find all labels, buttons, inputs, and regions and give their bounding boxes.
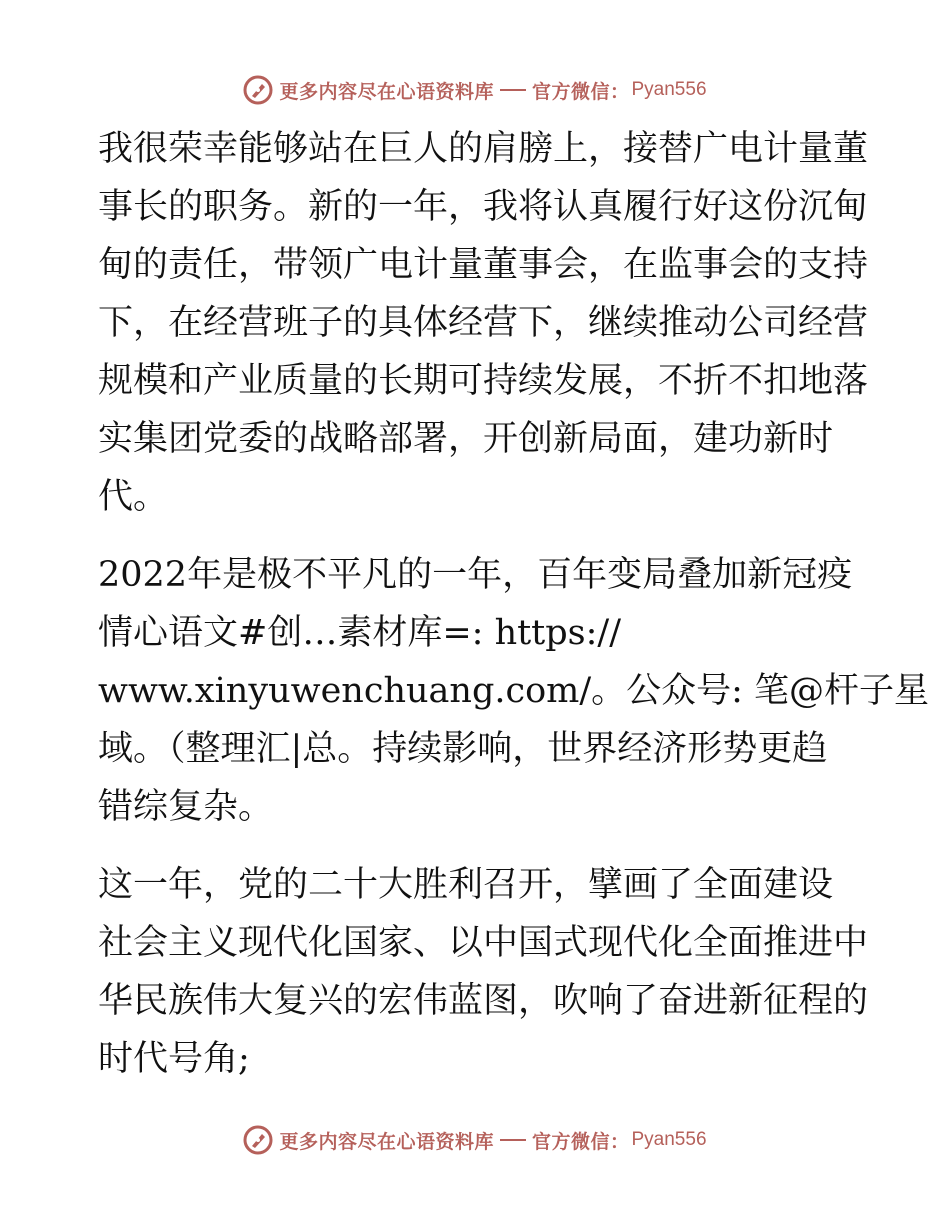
text-line: 事长的职务。新的一年，我将认真履行好这份沉甸: [98, 187, 869, 227]
paragraph-gap: [98, 526, 858, 546]
banner-dash: [500, 1139, 526, 1141]
text-line: 这一年，党的二十大胜利召开，擘画了全面建设: [98, 865, 834, 905]
pen-logo-icon: [243, 75, 273, 105]
banner-title: 更多内容尽在心语资料库: [279, 1130, 494, 1153]
text-line: 实集团党委的战略部署，开创新局面，建功新时: [98, 419, 834, 459]
banner-wechat-id: Pyan556: [631, 1129, 707, 1150]
text-line: 2022年是极不平凡的一年，百年变局叠加新冠疫: [98, 555, 853, 595]
text-line: 社会主义现代化国家、以中国式现代化全面推进中: [98, 923, 869, 963]
banner-title: 更多内容尽在心语资料库: [279, 80, 494, 103]
text-line: 域。（整理汇|总。持续影响，世界经济形势更趋: [98, 729, 828, 769]
banner-wechat-id: Pyan556: [631, 79, 707, 100]
document-body: [98, 120, 930, 1088]
paragraph-1: [98, 120, 869, 526]
banner-suffix: 官方微信：: [531, 80, 630, 103]
text-line: 情心语文#创…素材库=: https://: [98, 613, 621, 653]
paragraph-gap: [98, 836, 858, 856]
header-banner: [0, 72, 950, 108]
text-line: 错综复杂。: [98, 787, 274, 827]
text-line: 代。: [98, 477, 169, 517]
text-line: 时代号角;: [98, 1039, 250, 1079]
pen-logo-icon: [243, 1125, 273, 1155]
paragraph-2: [98, 546, 930, 836]
text-line: 我很荣幸能够站在巨人的肩膀上，接替广电计量董: [98, 129, 869, 169]
banner-dash: [500, 89, 526, 91]
text-line: 甸的责任，带领广电计量董事会，在监事会的支持: [98, 245, 869, 285]
footer-banner: [0, 1122, 950, 1158]
paragraph-3: [98, 856, 869, 1088]
text-line: 规模和产业质量的长期可持续发展，不折不扣地落: [98, 361, 869, 401]
text-line: 华民族伟大复兴的宏伟蓝图，吹响了奋进新征程的: [98, 981, 869, 1021]
banner-suffix: 官方微信：: [531, 1130, 630, 1153]
text-line: www.xinyuwenchuang.com/。公众号: 笔@杆子星: [98, 671, 930, 711]
text-line: 下，在经营班子的具体经营下，继续推动公司经营: [98, 303, 869, 343]
